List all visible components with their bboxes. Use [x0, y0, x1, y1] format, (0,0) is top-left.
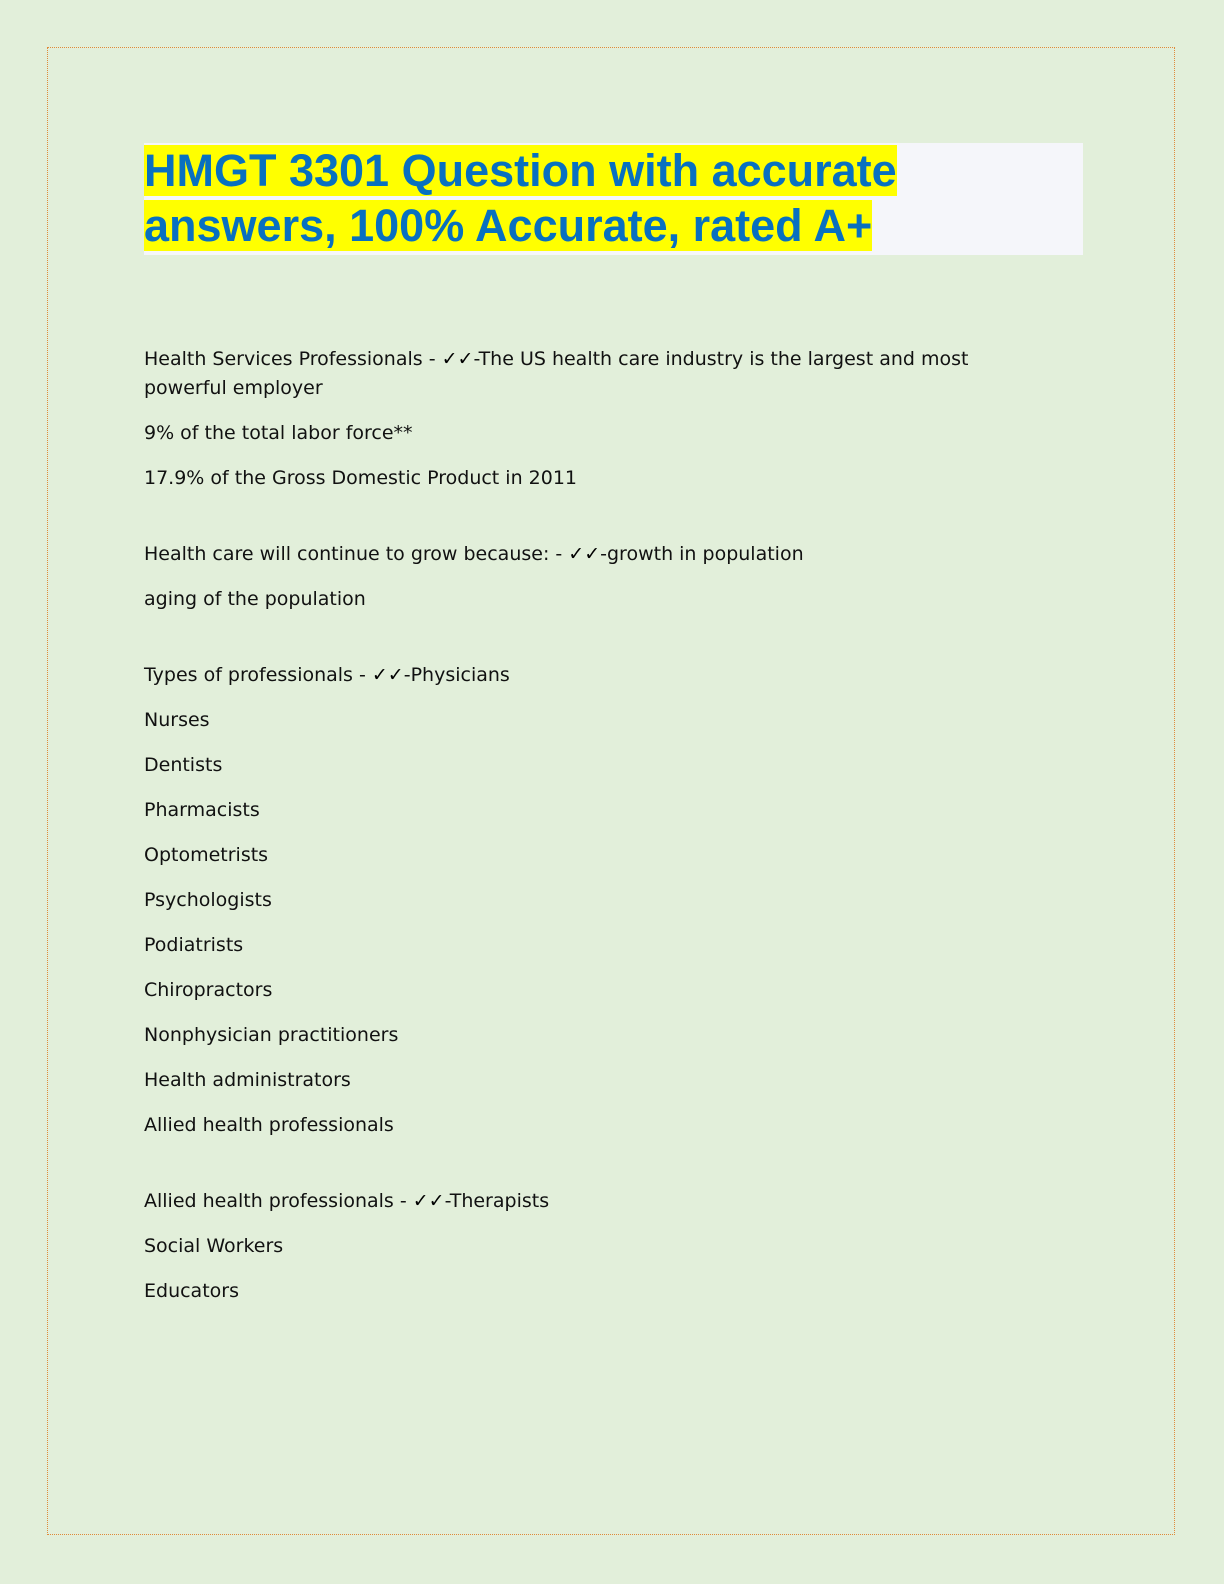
answer-line: Nonphysician practitioners: [144, 1024, 399, 1046]
answer-line: aging of the population: [144, 588, 366, 610]
qa-entry-allied-health: [144, 1187, 1044, 1306]
answer-line: Psychologists: [144, 889, 272, 911]
double-check-icon: ✓✓: [371, 664, 404, 686]
answer-line: Nurses: [144, 709, 210, 731]
answer-text: -The US health care industry is the largest and most powerful employer: [144, 348, 969, 399]
answer-line: 9% of the total labor force**: [144, 422, 413, 444]
question-term: Allied health professionals -: [144, 1190, 413, 1212]
answer-line: Social Workers: [144, 1235, 284, 1257]
question-term: Types of professionals -: [144, 664, 372, 686]
question-term: Health Services Professionals -: [144, 348, 442, 370]
question-line: [144, 345, 1044, 403]
question-term: Health care will continue to grow because: -: [144, 543, 569, 565]
qa-entry-types-of-professionals: [144, 661, 1044, 1140]
double-check-icon: ✓✓: [568, 543, 601, 565]
qa-entry-health-care-growth: [144, 540, 1044, 614]
answer-line: Pharmacists: [144, 799, 260, 821]
question-line: [144, 540, 1044, 569]
answer-line: Health administrators: [144, 1069, 351, 1091]
answer-line: Dentists: [144, 754, 223, 776]
qa-entry-health-services: [144, 345, 1044, 493]
double-check-icon: ✓✓: [441, 348, 474, 370]
answer-line: Chiropractors: [144, 979, 273, 1001]
answer-line: Podiatrists: [144, 934, 244, 956]
answer-line: Optometrists: [144, 844, 269, 866]
question-line: [144, 1187, 1044, 1216]
title-line-2: answers, 100% Accurate, rated A+: [144, 200, 873, 251]
double-check-icon: ✓✓: [412, 1190, 445, 1212]
answer-text: -growth in population: [600, 543, 804, 565]
document-title: [144, 143, 964, 253]
title-line-1: HMGT 3301 Question with accurate: [144, 145, 897, 196]
answer-line: Allied health professionals: [144, 1114, 394, 1136]
question-line: [144, 661, 1044, 690]
answer-text: -Therapists: [444, 1190, 550, 1212]
document-content: [144, 345, 1044, 1353]
answer-line: 17.9% of the Gross Domestic Product in 2011: [144, 467, 578, 489]
answer-line: Educators: [144, 1280, 239, 1302]
answer-text: -Physicians: [403, 664, 510, 686]
